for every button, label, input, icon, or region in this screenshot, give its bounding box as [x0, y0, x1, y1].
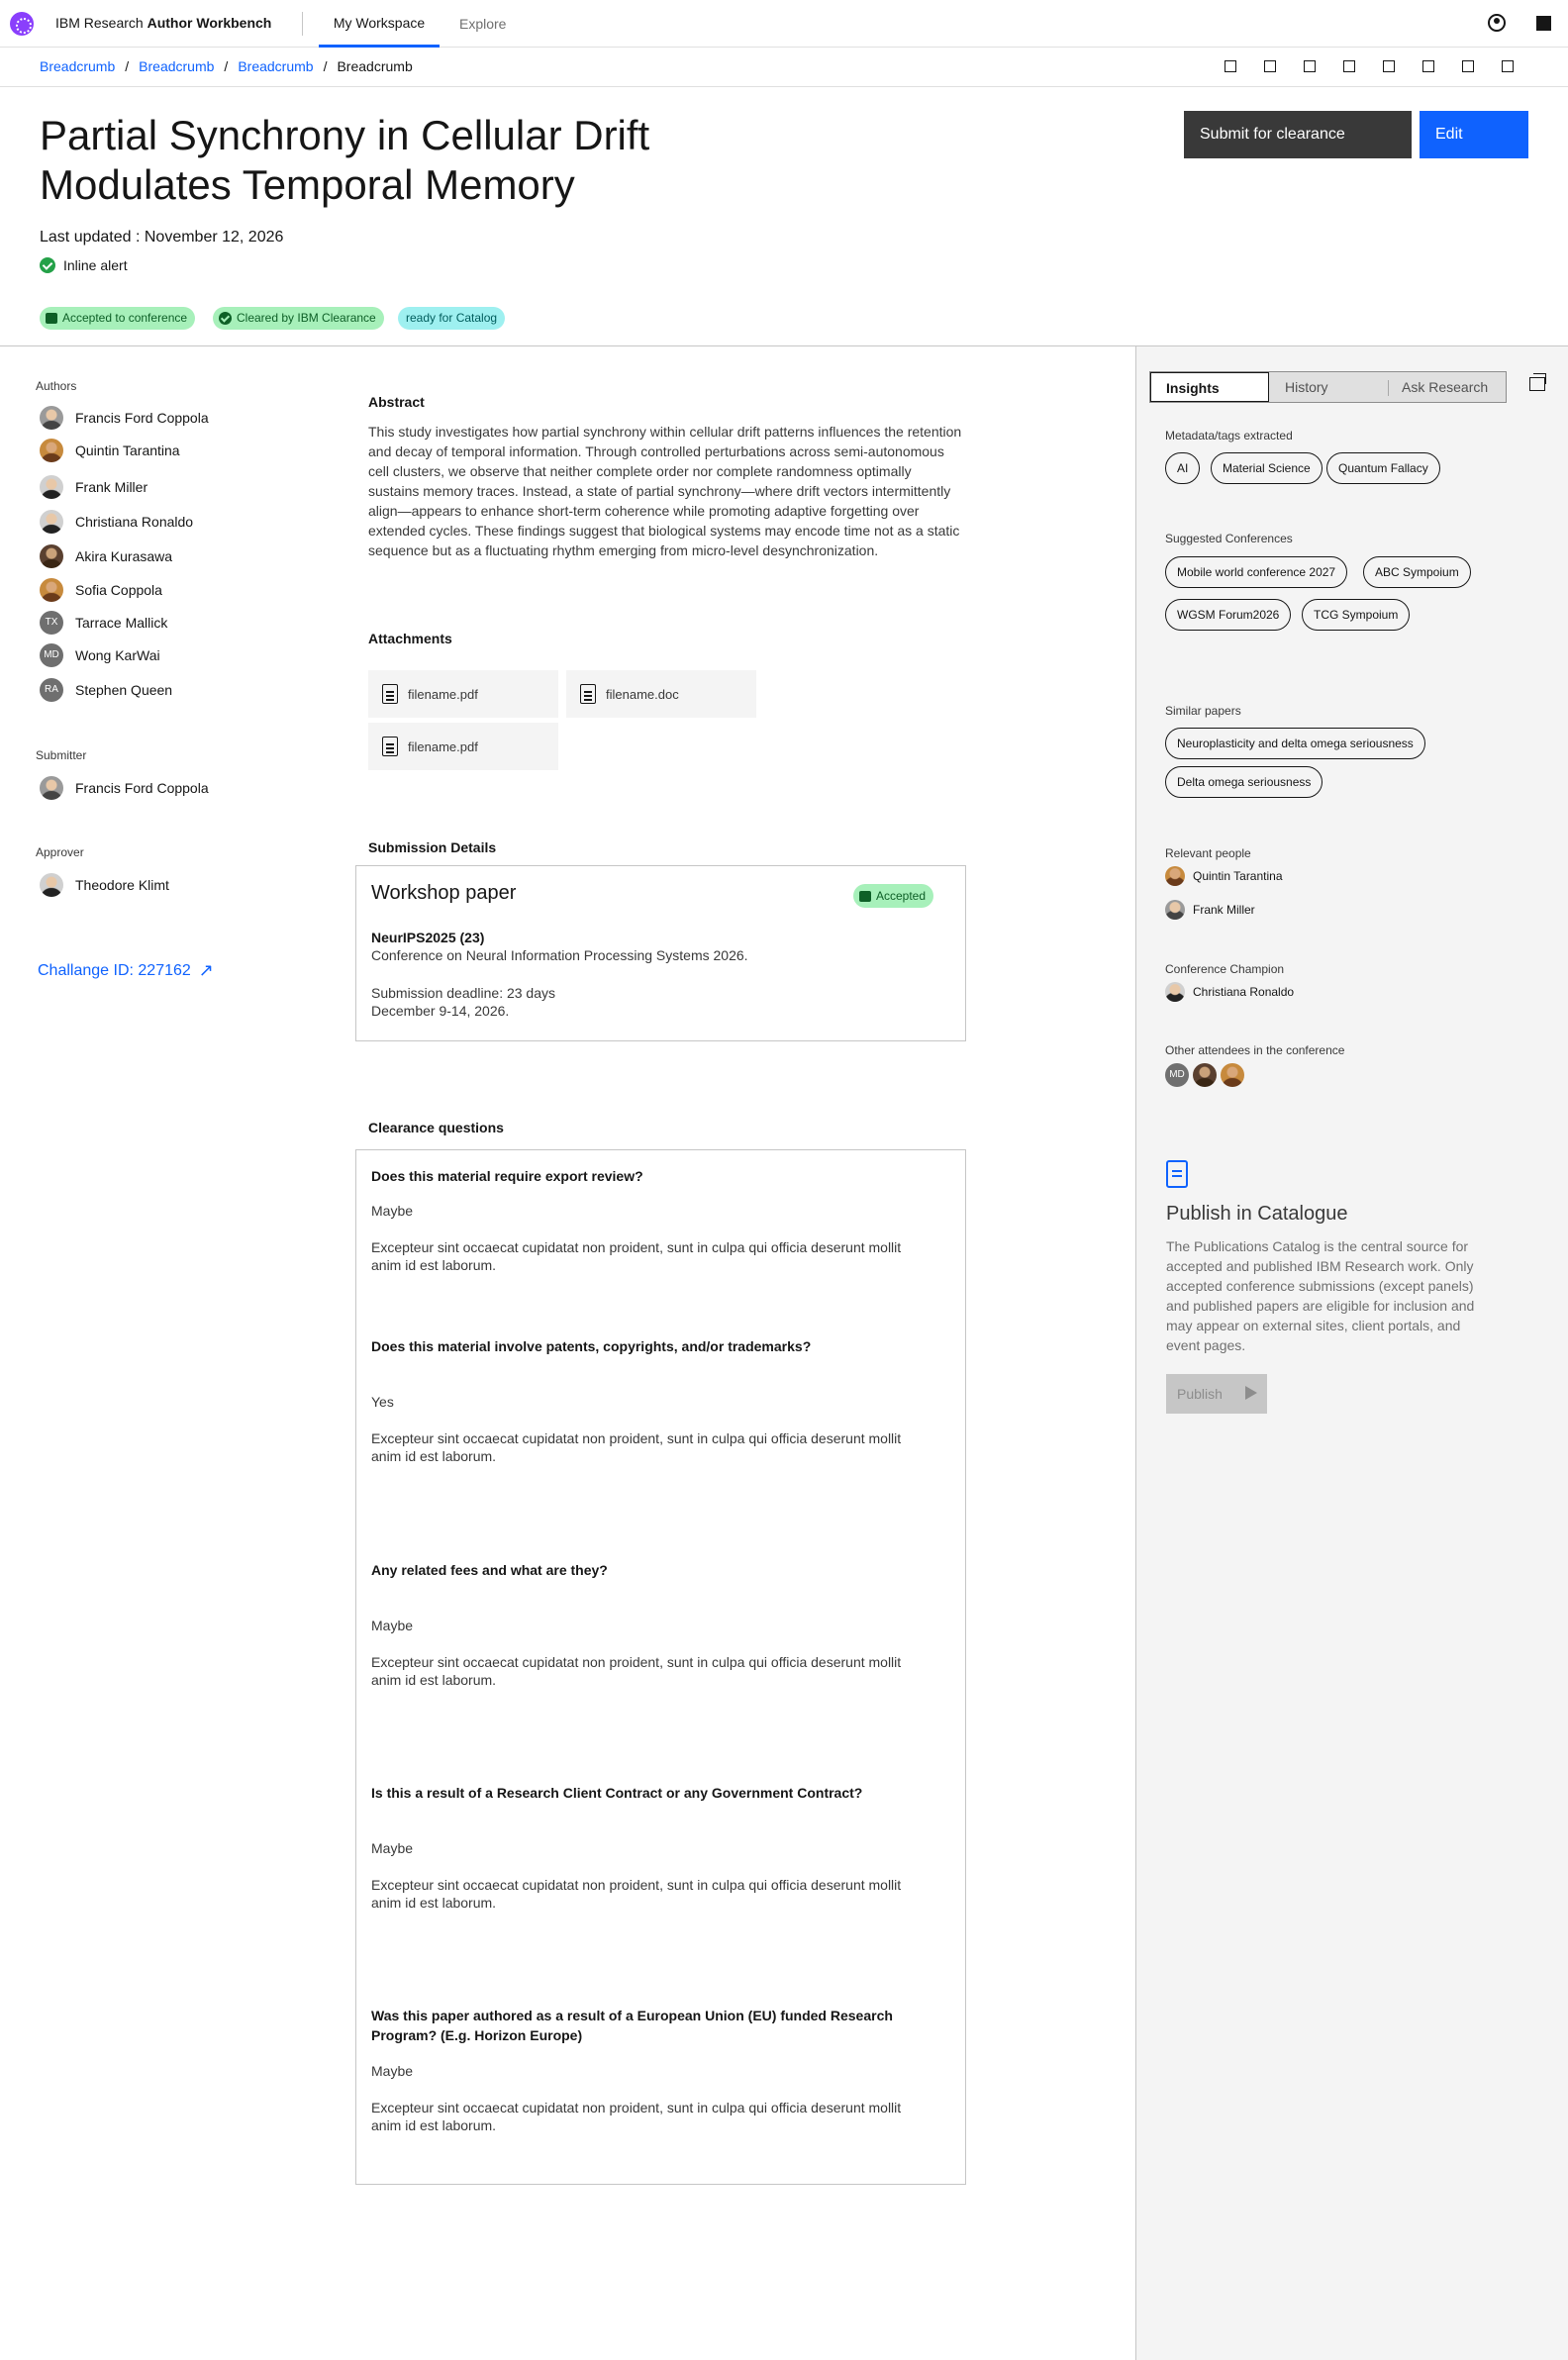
breadcrumb-link-1[interactable]: Breadcrumb	[40, 58, 116, 74]
author-name: Christiana Ronaldo	[75, 514, 194, 530]
breadcrumb-link-3[interactable]: Breadcrumb	[238, 58, 314, 74]
attachment-file[interactable]	[566, 670, 756, 718]
pdf-file-icon	[382, 684, 398, 704]
submit-for-clearance-button[interactable]: Submit for clearance	[1184, 111, 1412, 158]
answer-text: Yes	[371, 1394, 394, 1410]
toolbar-square-icon[interactable]	[1225, 60, 1236, 72]
question-text: Does this material involve patents, copyrights, and/or trademarks?	[371, 1338, 812, 1354]
venue-name: NeurIPS2025 (23)	[371, 930, 485, 945]
avatar: RA	[40, 678, 63, 702]
thumbs-up-icon	[859, 891, 871, 902]
answer-text: Maybe	[371, 1203, 414, 1219]
person-name: Theodore Klimt	[75, 877, 169, 893]
breadcrumb-separator: /	[323, 58, 328, 74]
conference-tag[interactable]: Mobile world conference 2027	[1165, 556, 1347, 588]
breadcrumb-current: Breadcrumb	[337, 58, 413, 74]
copy-icon[interactable]	[1529, 377, 1545, 391]
nav-tab-my-workspace[interactable]: My Workspace	[319, 0, 440, 48]
avatar	[1165, 900, 1185, 920]
toolbar-square-icon[interactable]	[1502, 60, 1514, 72]
app-logo-icon[interactable]	[10, 12, 34, 36]
tag-accepted-to-conference	[40, 307, 195, 330]
breadcrumb-separator: /	[125, 58, 130, 74]
tab-divider	[1388, 380, 1389, 396]
person-name: Christiana Ronaldo	[1193, 985, 1295, 999]
tag-label: Cleared by IBM Clearance	[237, 311, 376, 325]
answer-text: Maybe	[371, 1840, 414, 1856]
relevant-people-label: Relevant people	[1165, 846, 1251, 860]
toolbar-square-icon[interactable]	[1304, 60, 1316, 72]
answer-note: Excepteur sint occaecat cupidatat non proident, sunt in culpa qui officia deserunt mollit anim id est laborum.	[371, 1877, 902, 1911]
question-text: Is this a result of a Research Client Contract or any Government Contract?	[371, 1785, 863, 1801]
pdf-file-icon	[382, 737, 398, 756]
submitter-label: Submitter	[36, 748, 87, 762]
metadata-label: Metadata/tags extracted	[1165, 429, 1293, 442]
attachment-file[interactable]	[368, 670, 558, 718]
approver[interactable]	[40, 873, 169, 897]
relevant-person[interactable]	[1165, 866, 1283, 886]
person-name: Frank Miller	[1193, 903, 1255, 917]
arrow-up-right-icon: ↗	[198, 960, 214, 980]
app-brand[interactable]	[55, 15, 271, 31]
attachments-heading: Attachments	[368, 631, 452, 646]
conference-champion-label: Conference Champion	[1165, 962, 1285, 976]
publish-title: Publish in Catalogue	[1166, 1203, 1348, 1225]
breadcrumb-separator: /	[224, 58, 229, 74]
conference-tag[interactable]: WGSM Forum2026	[1165, 599, 1291, 631]
answer-text: Maybe	[371, 1618, 414, 1633]
submission-type: Workshop paper	[371, 882, 517, 904]
attachment-file[interactable]	[368, 723, 558, 770]
avatar	[40, 578, 63, 602]
page-title: Partial Synchrony in Cellular Drift Modulates Temporal Memory	[40, 112, 650, 208]
conference-dates: December 9-14, 2026.	[371, 1003, 510, 1019]
person-name: Francis Ford Coppola	[75, 780, 209, 796]
avatar[interactable]: MD	[1165, 1063, 1189, 1087]
clearance-questions	[355, 1149, 966, 2185]
breadcrumb	[40, 58, 413, 74]
avatar[interactable]	[1221, 1063, 1244, 1087]
header-divider	[302, 12, 303, 36]
author-name: Akira Kurasawa	[75, 548, 173, 564]
conference-tag[interactable]: ABC Sympoium	[1363, 556, 1471, 588]
author-name: Frank Miller	[75, 479, 148, 495]
tag-cleared-by-ibm	[213, 307, 384, 330]
challenge-id-text: Challange ID: 227162	[38, 961, 191, 979]
tag-label: Accepted to conference	[62, 311, 188, 325]
publish-button[interactable]	[1166, 1374, 1267, 1414]
tab-ask-research[interactable]: Ask Research	[1402, 379, 1489, 395]
last-updated: Last updated : November 12, 2026	[40, 229, 284, 246]
author-name: Wong KarWai	[75, 647, 160, 663]
author-name: Tarrace Mallick	[75, 615, 168, 631]
conference-champion[interactable]	[1165, 982, 1294, 1002]
author-name: Sofia Coppola	[75, 582, 162, 598]
avatar	[40, 475, 63, 499]
similar-paper-tag[interactable]: Neuroplasticity and delta omega seriousness	[1165, 728, 1425, 759]
question-text: Was this paper authored as a result of a European Union (EU) funded Research Program? (E.g. Horizon Europe)	[371, 2008, 893, 2043]
avatar[interactable]	[1193, 1063, 1217, 1087]
abstract-heading: Abstract	[368, 394, 425, 410]
author-item[interactable]	[40, 406, 209, 430]
brand-prefix: IBM Research	[55, 15, 144, 31]
toolbar-square-icon[interactable]	[1462, 60, 1474, 72]
author-item[interactable]	[40, 510, 193, 534]
author-name: Quintin Tarantina	[75, 442, 180, 458]
clearance-heading: Clearance questions	[368, 1120, 504, 1135]
approver-label: Approver	[36, 845, 84, 859]
abstract-text: This study investigates how partial synchrony within cellular drift patterns influences the retention and decay of temporal information. Through controlled perturbations across semi-autonomous cell clusters, we observe that neither complete order nor complete randomness optimally sustains memory traces. Instead, a state of partial synchrony—where drift vectors intermittently align—appears to enhance short-term coherence while promoting adaptive forgetting over extended cycles. These findings suggest that biological systems may encode time not as a static sequence but as a fluctuating rhythm emerging from micro-level desynchronization.	[368, 424, 962, 558]
author-name: Francis Ford Coppola	[75, 410, 209, 426]
conference-name: Conference on Neural Information Processing Systems 2026.	[371, 947, 748, 963]
submission-details-heading: Submission Details	[368, 839, 497, 855]
avatar	[40, 439, 63, 462]
avatar	[1165, 982, 1185, 1002]
author-item[interactable]	[40, 439, 180, 462]
answer-note: Excepteur sint occaecat cupidatat non proident, sunt in culpa qui officia deserunt mollit anim id est laborum.	[371, 2100, 902, 2133]
relevant-person[interactable]	[1165, 900, 1255, 920]
metadata-tag[interactable]: Quantum Fallacy	[1326, 452, 1440, 484]
metadata-tag[interactable]: AI	[1165, 452, 1200, 484]
avatar	[1165, 866, 1185, 886]
similar-papers-label: Similar papers	[1165, 704, 1241, 718]
person-name: Quintin Tarantina	[1193, 869, 1283, 883]
answer-text: Maybe	[371, 2063, 414, 2079]
inline-alert-text: Inline alert	[63, 257, 128, 273]
brand-name: Author Workbench	[147, 15, 272, 31]
author-item[interactable]	[40, 578, 162, 602]
toolbar-square-icon[interactable]	[1422, 60, 1434, 72]
attendee-avatars	[1165, 1063, 1244, 1087]
breadcrumb-link-2[interactable]: Breadcrumb	[139, 58, 215, 74]
question-text: Any related fees and what are they?	[371, 1562, 608, 1578]
author-item[interactable]	[40, 678, 172, 702]
send-icon	[1245, 1386, 1257, 1400]
file-name: filename.pdf	[408, 686, 478, 702]
avatar	[40, 510, 63, 534]
avatar	[40, 544, 63, 568]
panel-tabs	[1149, 371, 1507, 403]
submission-card	[355, 865, 966, 1041]
edit-button[interactable]: Edit	[1420, 111, 1528, 158]
document-file-icon	[580, 684, 596, 704]
author-item[interactable]	[40, 544, 172, 568]
tag-ready-for-catalog	[398, 307, 505, 330]
thumbs-up-icon	[46, 313, 57, 324]
inline-alert	[40, 257, 128, 273]
conference-tag[interactable]: TCG Sympoium	[1302, 599, 1410, 631]
document-export-icon	[1166, 1160, 1188, 1188]
author-item[interactable]	[40, 643, 160, 667]
user-avatar-icon[interactable]	[1488, 14, 1506, 32]
similar-paper-tag[interactable]: Delta omega seriousness	[1165, 766, 1323, 798]
tag-label: ready for Catalog	[406, 311, 498, 325]
challenge-id-link[interactable]	[38, 960, 214, 981]
avatar	[40, 873, 63, 897]
answer-note: Excepteur sint occaecat cupidatat non proident, sunt in culpa qui officia deserunt mollit anim id est laborum.	[371, 1430, 902, 1464]
avatar	[40, 776, 63, 800]
nav-tab-explore[interactable]: Explore	[459, 16, 507, 32]
avatar	[40, 406, 63, 430]
question-text: Does this material require export review?	[371, 1168, 643, 1184]
tab-insights[interactable]: Insights	[1150, 372, 1269, 402]
toolbar-square-icon[interactable]	[1383, 60, 1395, 72]
checkmark-icon	[219, 312, 232, 325]
answer-note: Excepteur sint occaecat cupidatat non proident, sunt in culpa qui officia deserunt mollit anim id est laborum.	[371, 1654, 902, 1688]
toolbar-square-icon[interactable]	[1264, 60, 1276, 72]
status-badge	[853, 884, 933, 908]
suggested-conferences-label: Suggested Conferences	[1165, 532, 1293, 545]
submission-deadline: Submission deadline: 23 days	[371, 985, 556, 1001]
avatar: TX	[40, 611, 63, 635]
author-item[interactable]	[40, 611, 167, 635]
publish-label: Publish	[1177, 1386, 1223, 1402]
top-header	[0, 0, 1568, 48]
tab-history[interactable]: History	[1285, 379, 1328, 395]
file-name: filename.doc	[606, 686, 679, 702]
answer-note: Excepteur sint occaecat cupidatat non proident, sunt in culpa qui officia deserunt mollit anim id est laborum.	[371, 1239, 902, 1273]
toolbar-square-icon[interactable]	[1343, 60, 1355, 72]
avatar: MD	[40, 643, 63, 667]
publish-description: The Publications Catalog is the central source for accepted and published IBM Research work. Only accepted conference submissions (except panels) and published papers are eligible for inclusion and may appear on external sites, client portals, and event pages.	[1166, 1238, 1475, 1353]
file-name: filename.pdf	[408, 738, 478, 754]
submitter[interactable]	[40, 776, 209, 800]
metadata-tag[interactable]: Material Science	[1211, 452, 1323, 484]
author-name: Stephen Queen	[75, 682, 173, 698]
status-text: Accepted	[876, 889, 927, 903]
app-switcher-icon[interactable]	[1536, 16, 1551, 31]
breadcrumb-bar	[0, 48, 1568, 87]
author-item[interactable]	[40, 475, 147, 499]
checkmark-icon	[40, 257, 55, 273]
other-attendees-label: Other attendees in the conference	[1165, 1043, 1345, 1057]
authors-label: Authors	[36, 379, 77, 393]
insights-panel	[1135, 346, 1568, 2360]
